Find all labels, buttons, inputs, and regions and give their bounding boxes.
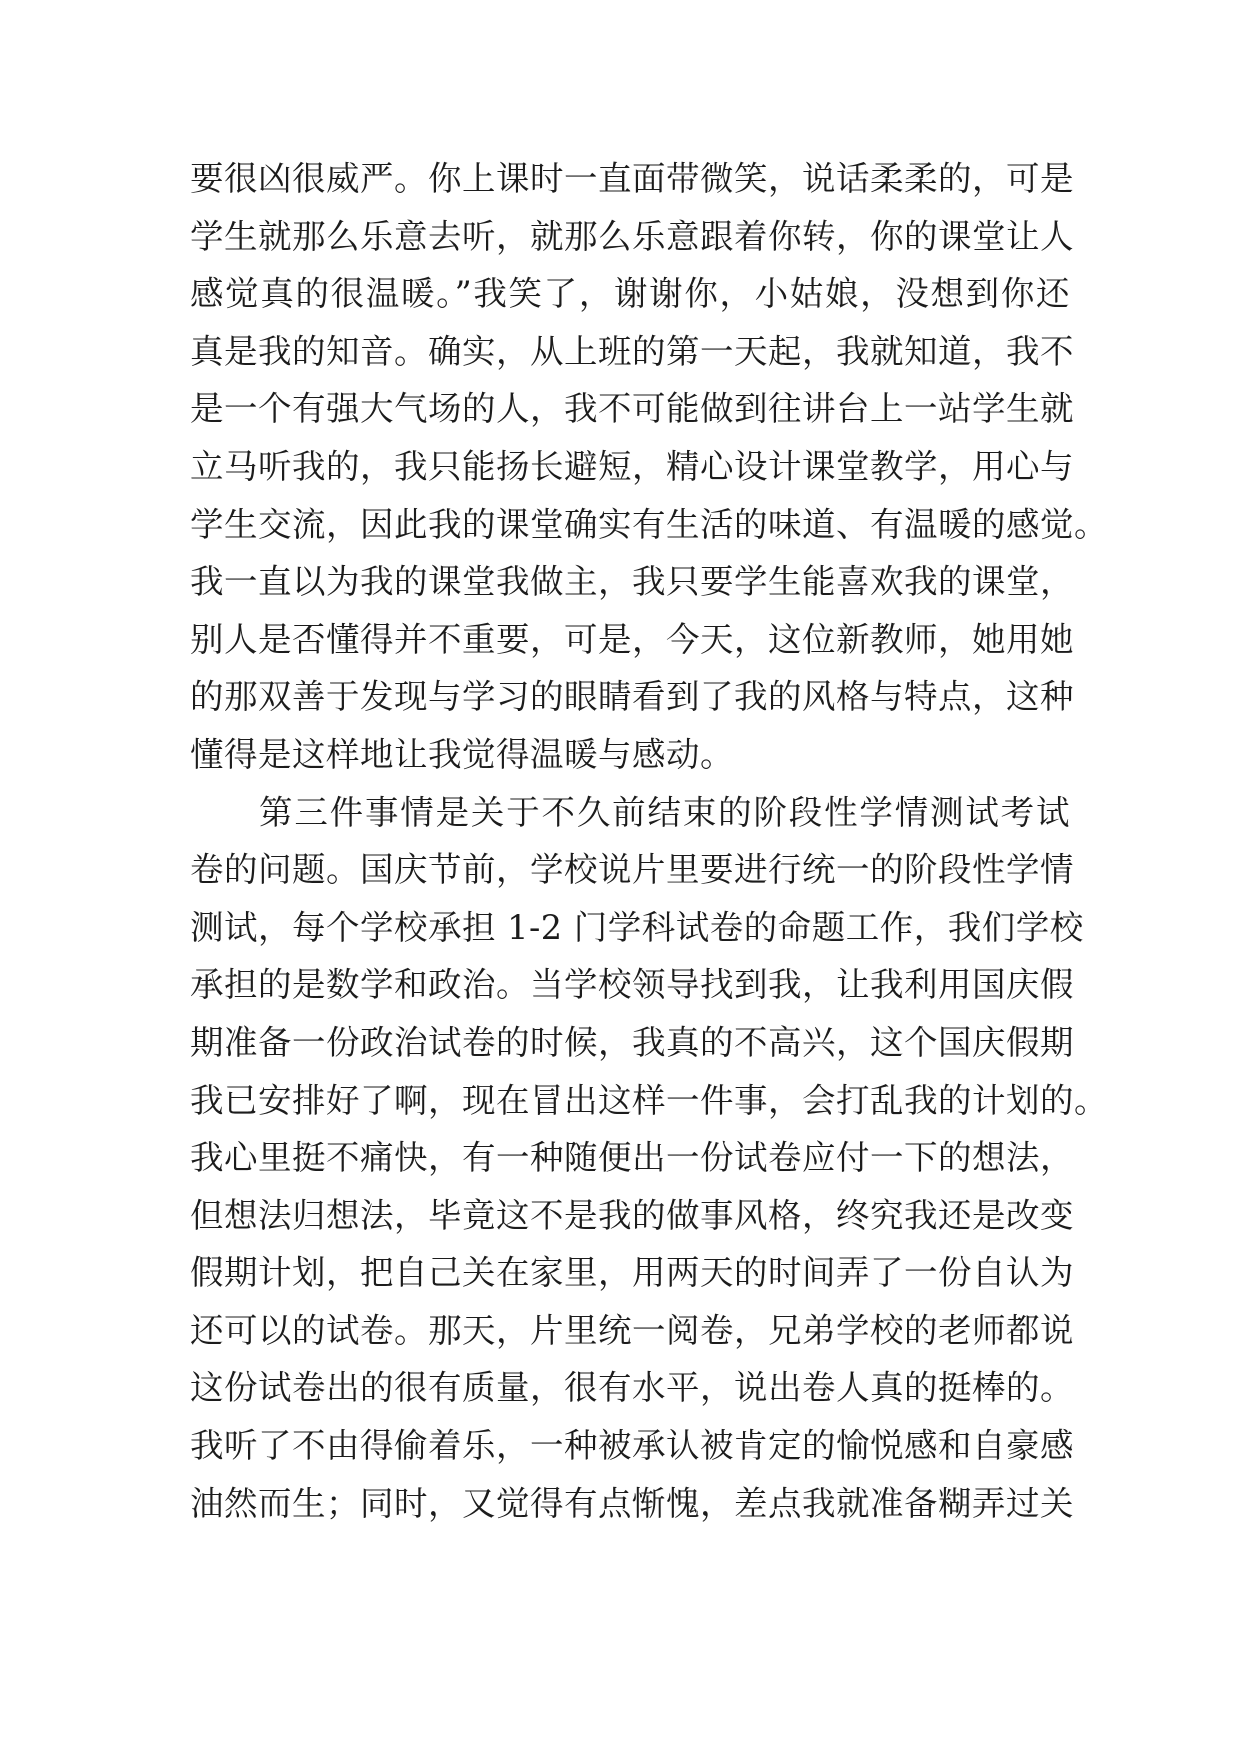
text-line: 懂得是这样地让我觉得温暖与感动。 (190, 734, 734, 774)
text-line: 我已安排好了啊，现在冒出这样一件事，会打乱我的计划的。 (190, 1080, 1108, 1120)
text-line: 真是我的知音。确实，从上班的第一天起，我就知道，我不 (190, 331, 1074, 371)
body-text (190, 150, 1108, 1532)
text-line: 第三件事情是关于不久前结束的阶段性学情测试考试 (259, 792, 1070, 832)
text-line: 我心里挺不痛快，有一种随便出一份试卷应付一下的想法， (190, 1138, 1074, 1178)
text-line: 我听了不由得偷着乐，一种被承认被肯定的愉悦感和自豪感 (190, 1426, 1074, 1466)
paragraph-2 (190, 784, 1108, 1533)
text-line: 测试，每个学校承担 1-2 门学科试卷的命题工作，我们学校 (190, 907, 1084, 947)
text-line: 油然而生；同时，又觉得有点惭愧，差点我就准备糊弄过关 (190, 1483, 1074, 1523)
text-line: 卷的问题。国庆节前，学校说片里要进行统一的阶段性学情 (190, 850, 1074, 890)
text-line: 是一个有强大气场的人，我不可能做到往讲台上一站学生就 (190, 389, 1074, 429)
text-line: 感觉真的很温暖。”我笑了，谢谢你，小姑娘，没想到你还 (190, 274, 1070, 314)
text-line: 学生交流，因此我的课堂确实有生活的味道、有温暖的感觉。 (190, 504, 1108, 544)
text-line: 但想法归想法，毕竟这不是我的做事风格，终究我还是改变 (190, 1195, 1074, 1235)
text-line: 的那双善于发现与学习的眼睛看到了我的风格与特点，这种 (190, 677, 1074, 717)
text-line: 这份试卷出的很有质量，很有水平，说出卷人真的挺棒的。 (190, 1368, 1074, 1408)
text-line: 期准备一份政治试卷的时候，我真的不高兴，这个国庆假期 (190, 1022, 1074, 1062)
text-line: 立马听我的，我只能扬长避短，精心设计课堂教学，用心与 (190, 446, 1074, 486)
text-line: 还可以的试卷。那天，片里统一阅卷，兄弟学校的老师都说 (190, 1310, 1074, 1350)
text-line: 承担的是数学和政治。当学校领导找到我，让我利用国庆假 (190, 965, 1074, 1005)
text-line: 学生就那么乐意去听，就那么乐意跟着你转，你的课堂让人 (190, 216, 1074, 256)
text-line: 要很凶很威严。你上课时一直面带微笑，说话柔柔的，可是 (190, 159, 1074, 198)
text-line: 别人是否懂得并不重要，可是，今天，这位新教师，她用她 (190, 619, 1074, 659)
text-line: 假期计划，把自己关在家里，用两天的时间弄了一份自认为 (190, 1253, 1074, 1293)
paragraph-1 (190, 150, 1108, 784)
text-line: 我一直以为我的课堂我做主，我只要学生能喜欢我的课堂， (190, 562, 1074, 602)
